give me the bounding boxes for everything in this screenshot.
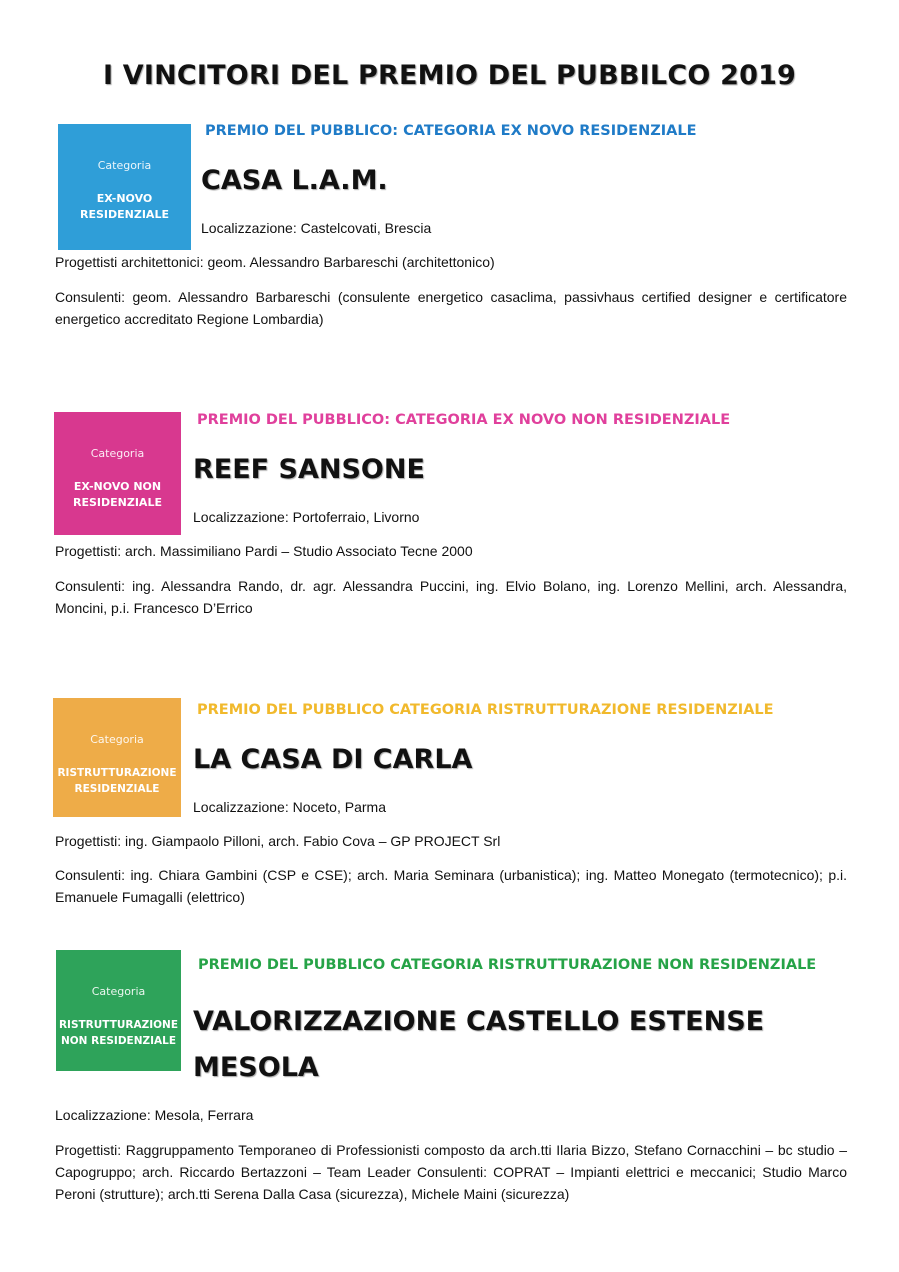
badge-name-line1: EX-NOVO NON (73, 480, 162, 493)
category-badge-ristrutturazione-non-residenziale (56, 950, 181, 1071)
project-name: CASA L.A.M. (201, 165, 388, 196)
project-consultants: Consulenti: geom. Alessandro Barbareschi (consulente energetico casaclima, passivhaus certified designer e certificatore energetico accreditato Regione Lombardia) (55, 289, 847, 327)
project-location: Localizzazione: Castelcovati, Brescia (201, 220, 432, 236)
badge-category-label: Categoria (90, 733, 144, 746)
badge-category-name (56, 1017, 181, 1049)
project-designers: Progettisti: arch. Massimiliano Pardi – Studio Associato Tecne 2000 (55, 543, 473, 559)
section-heading: PREMIO DEL PUBBLICO: CATEGORIA EX NOVO NON RESIDENZIALE (197, 412, 731, 428)
badge-category-label: Categoria (91, 985, 146, 998)
project-location: Localizzazione: Mesola, Ferrara (55, 1107, 254, 1123)
category-badge-ex-novo-residenziale (58, 124, 191, 250)
project-name-line2: MESOLA (193, 1052, 319, 1083)
badge-name-line2: RESIDENZIALE (73, 496, 162, 509)
project-location: Localizzazione: Portoferraio, Livorno (193, 509, 420, 525)
project-designers: Progettisti: Raggruppamento Temporaneo di Professionisti composto da arch.tti Ilaria Bizzo, Stefano Cornacchini – bc studio – Capogruppo; arch. Riccardo Bertazzoni – Team Leader Consulenti: COPRAT – Impianti elettrici e meccanici; Studio Marco Peroni (strutture); arch.tti Serena Dalla Casa (sicurezza), Michele Maini (sicurezza) (55, 1142, 847, 1202)
category-badge-ristrutturazione-residenziale (53, 698, 181, 817)
badge-category-name (53, 765, 181, 797)
category-badge-ex-novo-non-residenziale (54, 412, 181, 535)
badge-category-label: Categoria (90, 447, 145, 460)
project-name: LA CASA DI CARLA (193, 744, 473, 775)
badge-category-name (58, 191, 191, 223)
project-name-line1: VALORIZZAZIONE CASTELLO ESTENSE (193, 1006, 765, 1037)
badge-name-line2: RESIDENZIALE (74, 783, 160, 795)
badge-category-name (54, 479, 181, 511)
project-designers: Progettisti architettonici: geom. Alessandro Barbareschi (architettonico) (55, 254, 495, 270)
badge-category-label: Categoria (97, 159, 152, 172)
section-heading: PREMIO DEL PUBBLICO: CATEGORIA EX NOVO RESIDENZIALE (205, 123, 697, 139)
badge-name-line1: RISTRUTTURAZIONE (57, 767, 177, 779)
project-consultants: Consulenti: ing. Chiara Gambini (CSP e CSE); arch. Maria Seminara (urbanistica); ing. Matteo Monegato (termotecnico); p.i. Emanuele Fumagalli (elettrico) (55, 867, 847, 905)
project-consultants: Consulenti: ing. Alessandra Rando, dr. agr. Alessandra Puccini, ing. Elvio Bolano, ing. Lorenzo Mellini, arch. Alessandra, Moncini, p.i. Francesco D’Errico (55, 578, 847, 616)
page-title: I VINCITORI DEL PREMIO DEL PUBBILCO 2019 (102, 60, 797, 91)
project-designers: Progettisti: ing. Giampaolo Pilloni, arch. Fabio Cova – GP PROJECT Srl (55, 833, 501, 849)
badge-name-line2: RESIDENZIALE (80, 208, 169, 221)
badge-name-line1: RISTRUTTURAZIONE (58, 1019, 179, 1031)
project-location: Localizzazione: Noceto, Parma (193, 799, 386, 815)
badge-name-line2: NON RESIDENZIALE (60, 1035, 177, 1047)
section-heading: PREMIO DEL PUBBLICO CATEGORIA RISTRUTTURAZIONE NON RESIDENZIALE (198, 957, 817, 973)
section-heading: PREMIO DEL PUBBLICO CATEGORIA RISTRUTTURAZIONE RESIDENZIALE (197, 702, 774, 718)
badge-name-line1: EX-NOVO (96, 192, 153, 205)
project-name: REEF SANSONE (193, 454, 425, 485)
